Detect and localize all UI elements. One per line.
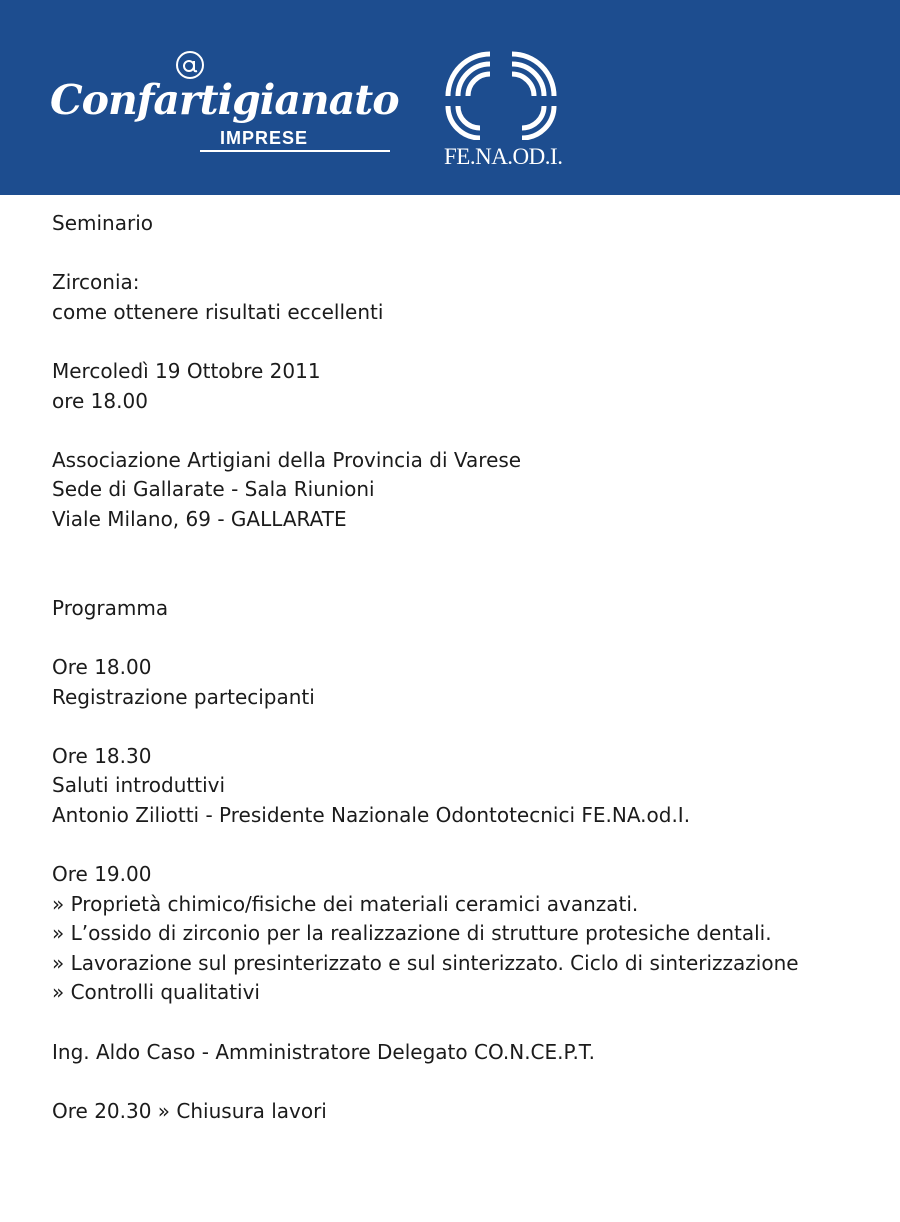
venue-line1: Associazione Artigiani della Provincia di Varese <box>52 447 522 472</box>
block3-speaker: Ing. Aldo Caso - Amministratore Delegato CO.N.CE.P.T. <box>52 1039 596 1064</box>
block1-text: Registrazione partecipanti <box>52 684 315 709</box>
venue-line2: Sede di Gallarate - Sala Riunioni <box>52 477 375 502</box>
closing-line: Ore 20.30 » Chiusura lavori <box>52 1098 327 1123</box>
fenaodi-swirl-icon <box>442 48 560 140</box>
block3-item: » Lavorazione sul presinterizzato e sul sinterizzato. Ciclo di sinterizzazione <box>52 950 799 975</box>
block3-item: » L’ossido di zirconio per la realizzazione di strutture protesiche dentali. <box>52 921 772 946</box>
seminar-title-line1: Zirconia: <box>52 270 140 295</box>
seminar-date: Mercoledì 19 Ottobre 2011 <box>52 358 321 383</box>
confartigianato-subtitle: IMPRESE <box>220 128 309 148</box>
confartigianato-wordmark: Confartigianato <box>50 76 399 124</box>
block2-time: Ore 18.30 <box>52 743 152 768</box>
block3-time: Ore 19.00 <box>52 862 152 887</box>
block3-item: » Controlli qualitativi <box>52 980 260 1005</box>
programma-heading: Programma <box>52 595 169 620</box>
block2-text: Saluti introduttivi <box>52 773 226 798</box>
venue-line3: Viale Milano, 69 - GALLARATE <box>52 506 347 531</box>
confartigianato-logo <box>50 46 399 156</box>
block3-item: » Proprietà chimico/fisiche dei materiali ceramici avanzati. <box>52 891 639 916</box>
fenaodi-wordmark: FE.NA.OD.I. <box>444 144 563 169</box>
seminar-time: ore 18.00 <box>52 388 148 413</box>
block2-speaker: Antonio Ziliotti - Presidente Nazionale Odontotecnici FE.NA.od.I. <box>52 802 691 827</box>
seminar-title-line2: come ottenere risultati eccellenti <box>52 299 384 324</box>
confartigianato-underline <box>200 150 390 152</box>
block1-time: Ore 18.00 <box>52 654 152 679</box>
header-banner <box>0 0 900 195</box>
seminar-type: Seminario <box>52 211 153 235</box>
fenaodi-logo <box>440 48 565 178</box>
seminar-content <box>52 209 872 1126</box>
